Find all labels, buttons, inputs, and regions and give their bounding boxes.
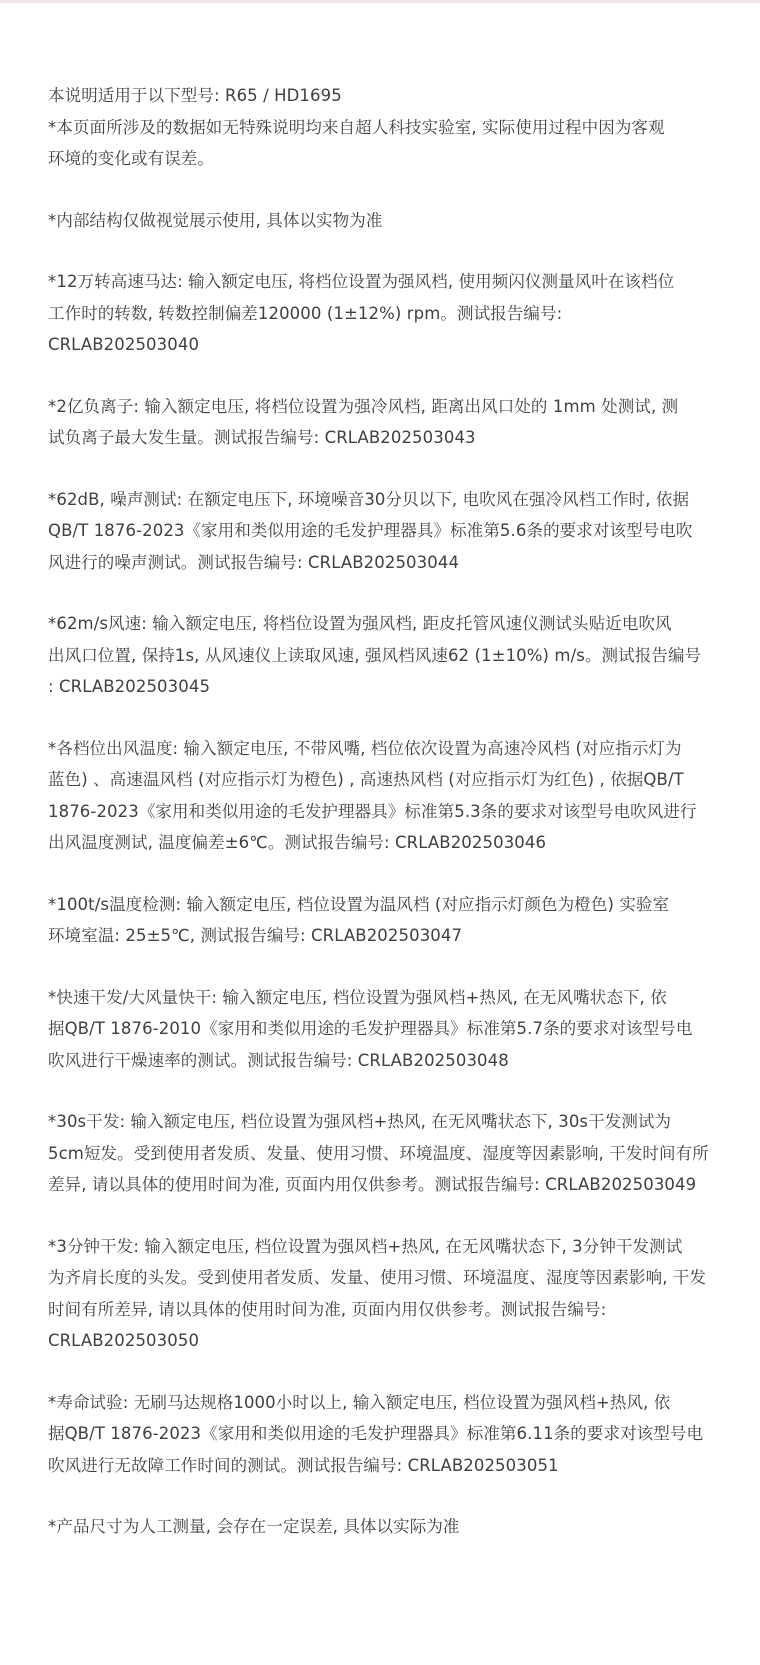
paragraph-line: *62dB, 噪声测试: 在额定电压下, 环境噪音30分贝以下, 电吹风在强冷风档工作时, 依据 — [48, 489, 690, 509]
paragraph-line: 出风温度测试, 温度偏差±6℃。测试报告编号: CRLAB202503046 — [48, 833, 547, 852]
disclaimer-paragraph — [48, 1387, 718, 1482]
paragraph-line: 差异, 请以具体的使用时间为准, 页面内用仅供参考。测试报告编号: CRLAB202503049 — [48, 1175, 697, 1194]
paragraph-line: *3分钟干发: 输入额定电压, 档位设置为强风档+热风, 在无风嘴状态下, 3分钟干发测试 — [48, 1236, 683, 1256]
paragraph-line: 本说明适用于以下型号: R65 / HD1695 — [48, 86, 342, 105]
paragraph-line: 环境的变化或有误差。 — [48, 149, 214, 168]
paragraph-line: 据QB/T 1876-2010《家用和类似用途的毛发护理器具》标准第5.7条的要求对该型号电 — [48, 1019, 693, 1038]
disclaimer-paragraph — [48, 1106, 718, 1201]
paragraph-line: QB/T 1876-2023《家用和类似用途的毛发护理器具》标准第5.6条的要求对该型号电吹 — [48, 521, 693, 540]
paragraph-line: 蓝色) 、高速温风档 (对应指示灯为橙色) , 高速热风档 (对应指示灯为红色) , 依据QB/T — [48, 770, 684, 789]
disclaimer-paragraph — [48, 889, 718, 952]
paragraph-line: 据QB/T 1876-2023《家用和类似用途的毛发护理器具》标准第6.11条的要求对该型号电 — [48, 1424, 704, 1443]
paragraph-line: *100t/s温度检测: 输入额定电压, 档位设置为温风档 (对应指示灯颜色为橙色) 实验室 — [48, 894, 670, 914]
paragraph-line: 为齐肩长度的头发。受到使用者发质、发量、使用习惯、环境温度、湿度等因素影响, 干发 — [48, 1268, 707, 1287]
paragraph-line: 5cm短发。受到使用者发质、发量、使用习惯、环境温度、湿度等因素影响, 干发时间有所 — [48, 1143, 709, 1163]
disclaimer-paragraph — [48, 205, 718, 237]
paragraph-line: 工作时的转数, 转数控制偏差120000 (1±12%) rpm。测试报告编号: — [48, 303, 563, 323]
paragraph-line: *寿命试验: 无刷马达规格1000小时以上, 输入额定电压, 档位设置为强风档+热风, 依 — [48, 1392, 671, 1412]
paragraph-line: 吹风进行干燥速率的测试。测试报告编号: CRLAB202503048 — [48, 1050, 509, 1070]
disclaimer-paragraph — [48, 608, 718, 703]
disclaimer-paragraph — [48, 982, 718, 1077]
paragraph-line: 1876-2023《家用和类似用途的毛发护理器具》标准第5.3条的要求对该型号电吹风进行 — [48, 801, 697, 821]
paragraph-line: *快速干发/大风量快干: 输入额定电压, 档位设置为强风档+热风, 在无风嘴状态下, 依 — [48, 987, 667, 1007]
disclaimer-paragraph — [48, 733, 718, 859]
paragraph-line: *内部结构仅做视觉展示使用, 具体以实物为准 — [48, 210, 383, 230]
paragraph-line: 环境室温: 25±5℃, 测试报告编号: CRLAB202503047 — [48, 926, 463, 945]
disclaimer-paragraph — [48, 484, 718, 579]
paragraph-line: *本页面所涉及的数据如无特殊说明均来自超人科技实验室, 实际使用过程中因为客观 — [48, 117, 665, 137]
paragraph-line: CRLAB202503040 — [48, 335, 200, 354]
disclaimer-paragraph — [48, 391, 718, 454]
paragraph-line: 出风口位置, 保持1s, 从风速仪上读取风速, 强风档风速62 (1±10%) m/s。测试报告编号 — [48, 645, 702, 665]
paragraph-line: 试负离子最大发生量。测试报告编号: CRLAB202503043 — [48, 428, 476, 447]
paragraph-line: 吹风进行无故障工作时间的测试。测试报告编号: CRLAB202503051 — [48, 1455, 559, 1475]
disclaimer-paragraph — [48, 266, 718, 361]
paragraph-line: *62m/s风速: 输入额定电压, 将档位设置为强风档, 距皮托管风速仪测试头贴近电吹风 — [48, 614, 672, 633]
paragraph-line: *产品尺寸为人工测量, 会存在一定误差, 具体以实际为准 — [48, 1517, 460, 1536]
disclaimer-paragraph — [48, 1231, 718, 1357]
disclaimer-document — [48, 80, 718, 1573]
paragraph-line: : CRLAB202503045 — [48, 677, 211, 696]
top-accent-bar — [0, 0, 760, 3]
paragraph-line: *各档位出风温度: 输入额定电压, 不带风嘴, 档位依次设置为高速冷风档 (对应指示灯为 — [48, 738, 682, 758]
disclaimer-paragraph — [48, 80, 718, 175]
paragraph-line: *12万转高速马达: 输入额定电压, 将档位设置为强风档, 使用频闪仪测量风叶在该档位 — [48, 272, 675, 291]
paragraph-line: 时间有所差异, 请以具体的使用时间为准, 页面内用仅供参考。测试报告编号: — [48, 1299, 607, 1319]
paragraph-line: CRLAB202503050 — [48, 1331, 200, 1350]
paragraph-line: *30s干发: 输入额定电压, 档位设置为强风档+热风, 在无风嘴状态下, 30s干发测试为 — [48, 1112, 672, 1131]
paragraph-line: *2亿负离子: 输入额定电压, 将档位设置为强冷风档, 距离出风口处的 1mm 处测试, 测 — [48, 396, 679, 416]
disclaimer-paragraph — [48, 1511, 718, 1543]
paragraph-line: 风进行的噪声测试。测试报告编号: CRLAB202503044 — [48, 552, 460, 572]
